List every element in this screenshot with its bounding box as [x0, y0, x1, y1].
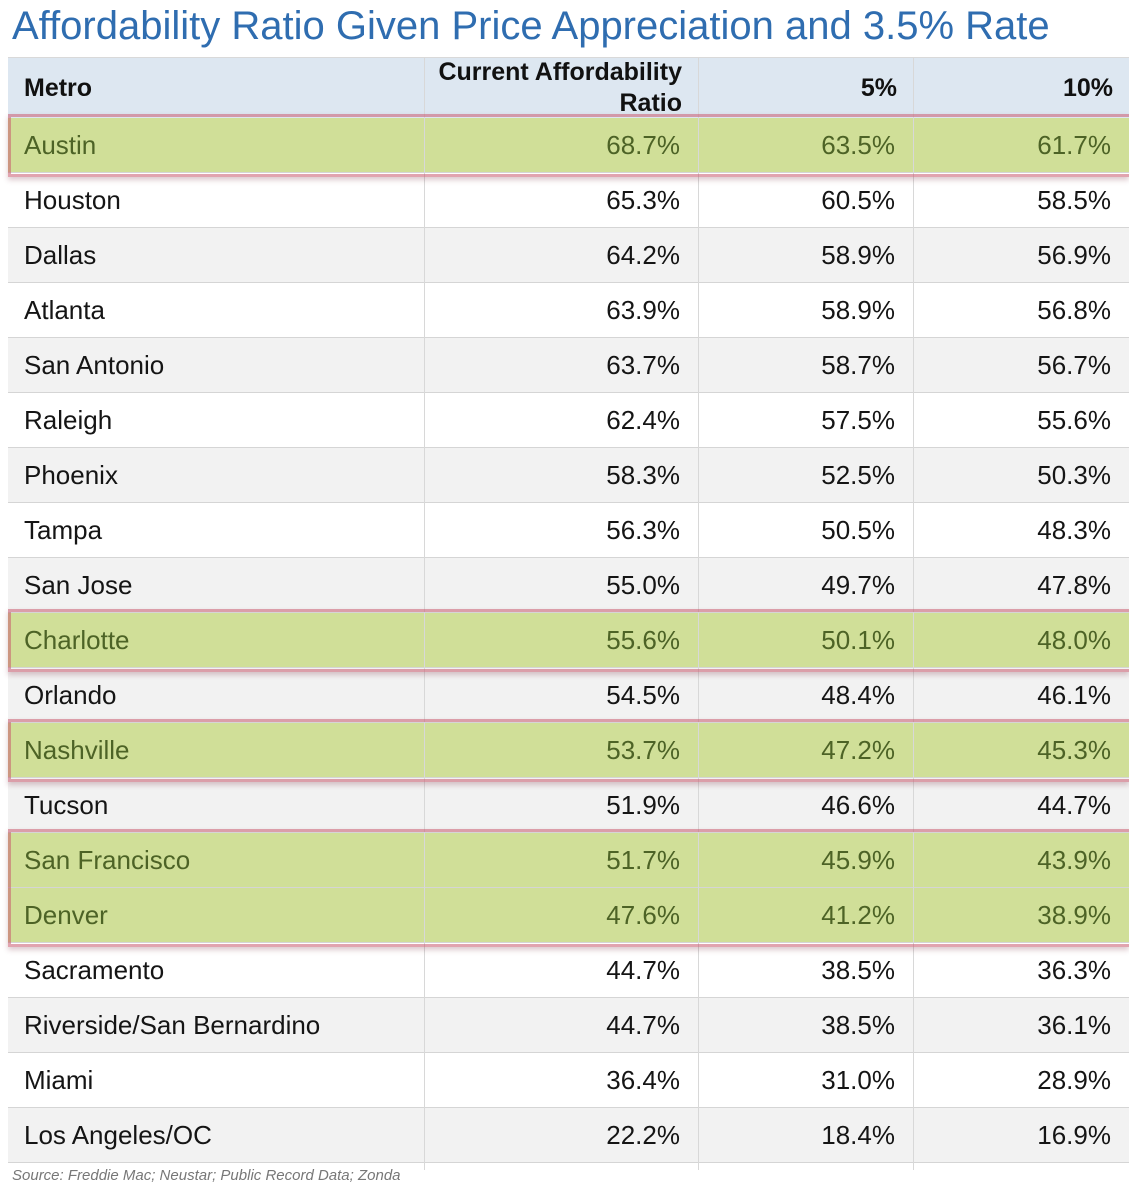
header-current-line-1: Current Affordability [438, 58, 682, 86]
ratio-5-percent-cell: 18.4% [821, 1120, 895, 1150]
current-ratio-cell: 55.6% [606, 625, 680, 655]
ratio-5-percent-cell: 63.5% [821, 130, 895, 160]
current-ratio-cell: 58.3% [606, 460, 680, 490]
metro-cell: Sacramento [24, 955, 165, 985]
metro-cell: Raleigh [24, 405, 113, 435]
current-ratio-cell: 51.7% [606, 845, 680, 875]
ratio-10-percent-cell: 48.3% [1037, 515, 1111, 545]
metro-cell: San Francisco [24, 845, 191, 875]
ratio-5-percent-cell: 50.1% [821, 625, 895, 655]
table-row [8, 118, 1129, 173]
current-ratio-cell: 63.7% [606, 350, 680, 380]
ratio-10-percent-cell: 36.3% [1037, 955, 1111, 985]
ratio-5-percent-cell: 38.5% [821, 955, 895, 985]
ratio-5-percent-cell: 46.6% [821, 790, 895, 820]
table-row [8, 613, 1129, 668]
source-note: Source: Freddie Mac; Neustar; Public Record Data; Zonda [12, 1168, 401, 1183]
metro-cell: Miami [24, 1065, 94, 1095]
table-row [8, 393, 1129, 448]
current-ratio-cell: 22.2% [606, 1120, 680, 1150]
ratio-10-percent-cell: 56.7% [1037, 350, 1111, 380]
ratio-10-percent-cell: 55.6% [1037, 405, 1111, 435]
table-row [8, 1053, 1129, 1108]
current-ratio-cell: 36.4% [606, 1065, 680, 1095]
ratio-10-percent-cell: 56.9% [1037, 240, 1111, 270]
ratio-5-percent-cell: 45.9% [821, 845, 895, 875]
table-row [8, 448, 1129, 503]
table-row [8, 833, 1129, 888]
table-header [8, 58, 1129, 118]
ratio-10-percent-cell: 45.3% [1037, 735, 1111, 765]
ratio-10-percent-cell: 44.7% [1037, 790, 1111, 820]
current-ratio-cell: 65.3% [606, 185, 680, 215]
table-row [8, 943, 1129, 998]
header-current-line-2: Ratio [619, 89, 682, 117]
ratio-5-percent-cell: 58.9% [821, 240, 895, 270]
current-ratio-cell: 55.0% [606, 570, 680, 600]
ratio-10-percent-cell: 47.8% [1037, 570, 1111, 600]
current-ratio-cell: 51.9% [606, 790, 680, 820]
metro-cell: Phoenix [24, 460, 118, 490]
ratio-10-percent-cell: 50.3% [1037, 460, 1111, 490]
current-ratio-cell: 64.2% [606, 240, 680, 270]
metro-cell: Nashville [24, 735, 130, 765]
ratio-5-percent-cell: 38.5% [821, 1010, 895, 1040]
current-ratio-cell: 68.7% [606, 130, 680, 160]
metro-cell: Charlotte [24, 625, 130, 655]
metro-cell: Dallas [24, 240, 97, 270]
metro-cell: Orlando [24, 680, 117, 710]
ratio-10-percent-cell: 43.9% [1037, 845, 1111, 875]
table-row [8, 888, 1129, 943]
chart-title: Affordability Ratio Given Price Appreciation and 3.5% Rate [12, 4, 1050, 48]
table-row [8, 503, 1129, 558]
ratio-5-percent-cell: 58.7% [821, 350, 895, 380]
table-row [8, 338, 1129, 393]
current-ratio-cell: 63.9% [606, 295, 680, 325]
metro-cell: Austin [24, 130, 97, 160]
ratio-5-percent-cell: 48.4% [821, 680, 895, 710]
table-row [8, 1108, 1129, 1163]
metro-cell: Tampa [24, 515, 103, 545]
current-ratio-cell: 62.4% [606, 405, 680, 435]
current-ratio-cell: 44.7% [606, 1010, 680, 1040]
ratio-5-percent-cell: 60.5% [821, 185, 895, 215]
current-ratio-cell: 53.7% [606, 735, 680, 765]
table-row [8, 668, 1129, 723]
ratio-10-percent-cell: 28.9% [1037, 1065, 1111, 1095]
current-ratio-cell: 47.6% [606, 900, 680, 930]
table-row [8, 228, 1129, 283]
metro-cell: San Antonio [24, 350, 165, 380]
table-row [8, 998, 1129, 1053]
ratio-5-percent-cell: 58.9% [821, 295, 895, 325]
table-row [8, 723, 1129, 778]
metro-cell: Denver [24, 900, 108, 930]
header-5-percent: 5% [860, 73, 897, 102]
column-divider [698, 58, 699, 1170]
metro-cell: Tucson [24, 790, 109, 820]
table-row [8, 283, 1129, 338]
metro-cell: San Jose [24, 570, 133, 600]
affordability-table [8, 57, 1129, 1170]
ratio-10-percent-cell: 58.5% [1037, 185, 1111, 215]
ratio-10-percent-cell: 48.0% [1037, 625, 1111, 655]
table-row [8, 173, 1129, 228]
table-row [8, 778, 1129, 833]
header-current-affordability-ratio [424, 58, 698, 118]
header-10-percent: 10% [1062, 73, 1113, 102]
header-metro: Metro [24, 73, 93, 102]
current-ratio-cell: 54.5% [606, 680, 680, 710]
ratio-5-percent-cell: 49.7% [821, 570, 895, 600]
ratio-5-percent-cell: 50.5% [821, 515, 895, 545]
ratio-10-percent-cell: 56.8% [1037, 295, 1111, 325]
column-divider [913, 58, 914, 1170]
ratio-10-percent-cell: 38.9% [1037, 900, 1111, 930]
ratio-10-percent-cell: 46.1% [1037, 680, 1111, 710]
ratio-5-percent-cell: 57.5% [821, 405, 895, 435]
metro-cell: Atlanta [24, 295, 105, 325]
ratio-10-percent-cell: 36.1% [1037, 1010, 1111, 1040]
metro-cell: Houston [24, 185, 121, 215]
metro-cell: Riverside/San Bernardino [24, 1010, 321, 1040]
ratio-10-percent-cell: 61.7% [1037, 130, 1111, 160]
metro-cell: Los Angeles/OC [24, 1120, 212, 1150]
ratio-5-percent-cell: 52.5% [821, 460, 895, 490]
current-ratio-cell: 44.7% [606, 955, 680, 985]
ratio-10-percent-cell: 16.9% [1037, 1120, 1111, 1150]
ratio-5-percent-cell: 41.2% [821, 900, 895, 930]
column-divider [424, 58, 425, 1170]
table-row [8, 558, 1129, 613]
current-ratio-cell: 56.3% [606, 515, 680, 545]
ratio-5-percent-cell: 47.2% [821, 735, 895, 765]
ratio-5-percent-cell: 31.0% [821, 1065, 895, 1095]
